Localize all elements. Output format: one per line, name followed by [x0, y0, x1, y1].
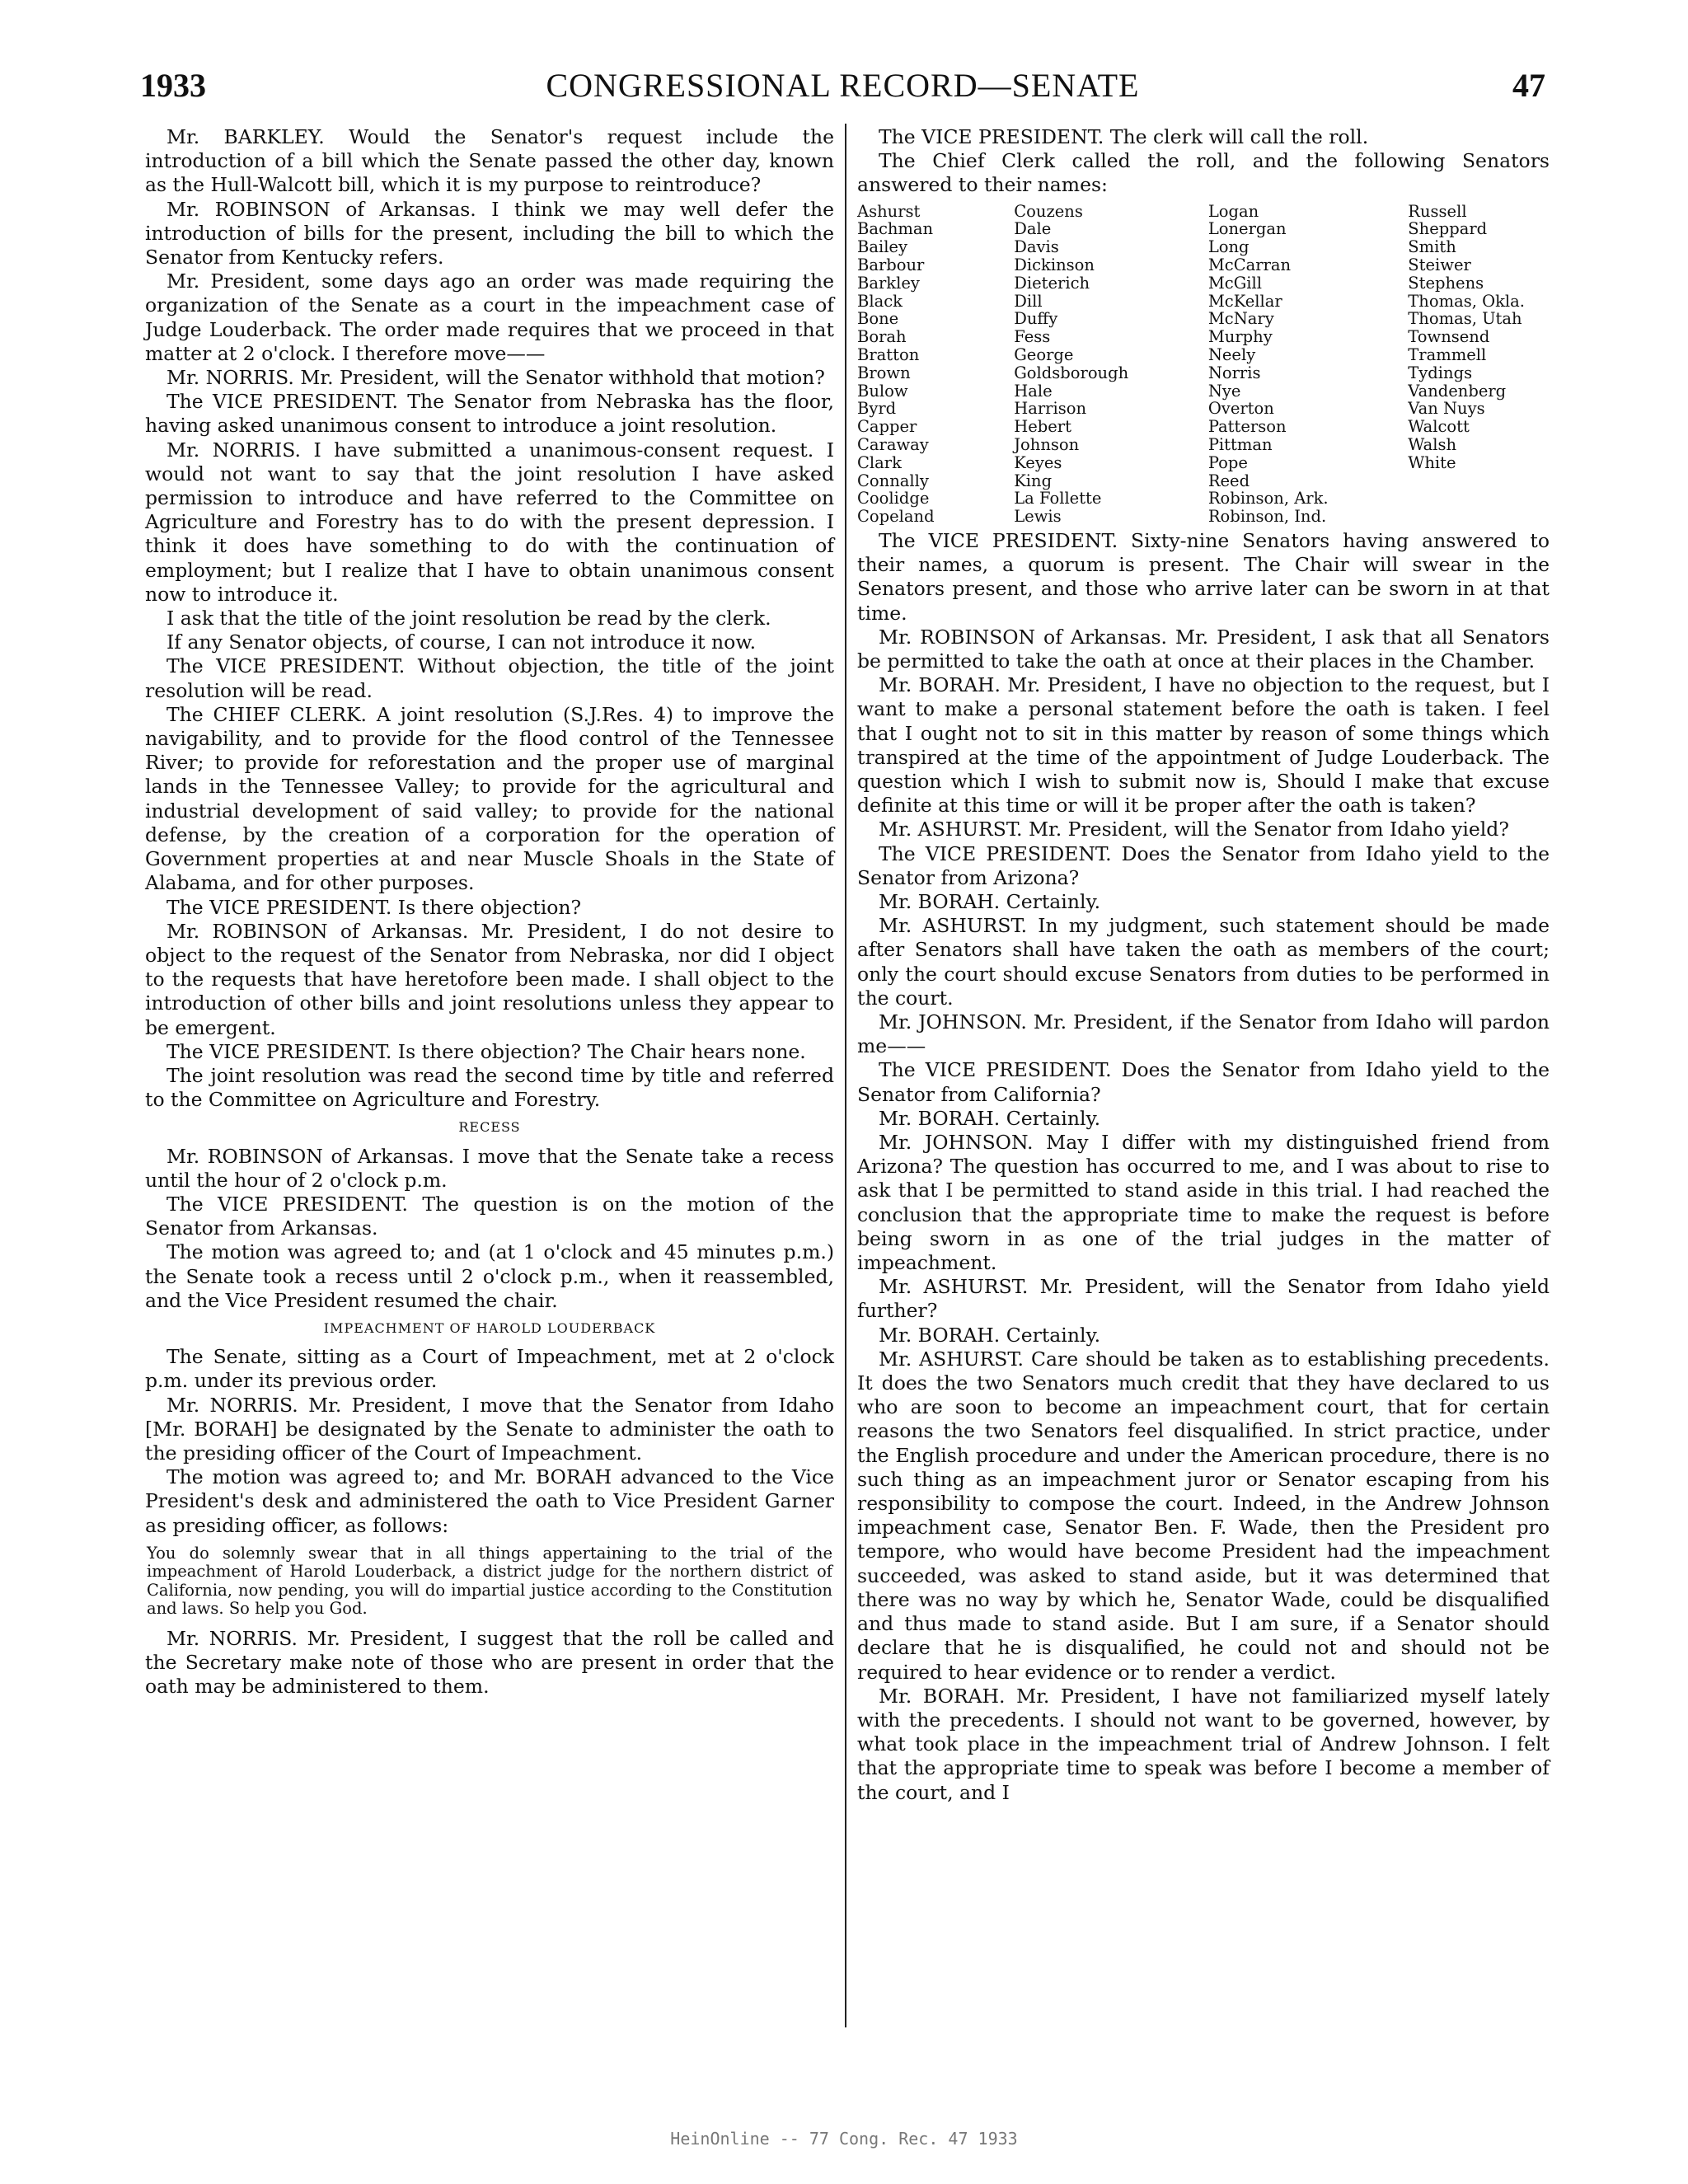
senator-name: Russell [1408, 201, 1467, 221]
paragraph: The motion was agreed to; and (at 1 o'clock and 45 minutes p.m.) the Senate took a recess until 2 o'clock p.m., when it reassembled, and the Vice President resumed the chair. [145, 1240, 834, 1312]
paragraph: The VICE PRESIDENT. The Senator from Nebraska has the floor, having asked unanimous consent to introduce a joint resolution. [145, 390, 834, 438]
paragraph: The VICE PRESIDENT. Is there objection? [166, 895, 582, 919]
paragraph: The CHIEF CLERK. A joint resolution (S.J.Res. 4) to improve the navigability, and to provide for the flood control of the Tennessee River; to provide for reforestation and the proper use of marginal lands in the Tennessee Valley; to provide for the agricultural and industrial development of said valley; to provide for the national defense, by the creation of a corporation for the operation of Government properties at and near Muscle Shoals in the State of Alabama, and for other purposes. [145, 702, 834, 895]
senator-name: Brown [857, 363, 911, 382]
paragraph: The VICE PRESIDENT. Sixty-nine Senators having answered to their names, a quorum is present. The Chair will swear in the Senators present, and those who arrive later can be sworn in at that time. [857, 528, 1550, 625]
senator-name: Steiwer [1408, 255, 1471, 274]
senator-name: Townsend [1408, 327, 1490, 347]
senator-name: Murphy [1207, 327, 1273, 347]
senator-name: Dieterich [1014, 273, 1090, 293]
senator-name: Bone [857, 309, 899, 329]
column-divider [845, 124, 846, 2027]
senator-name: Borah [857, 327, 907, 347]
senator-name: Barbour [857, 255, 925, 274]
paragraph: The VICE PRESIDENT. The clerk will call the roll. [879, 125, 1369, 148]
senator-name: Stephens [1408, 273, 1484, 293]
page-header [140, 66, 1545, 107]
senator-name: Overton [1207, 399, 1274, 419]
header-title: CONGRESSIONAL RECORD—SENATE [546, 67, 1140, 104]
senator-name: Davis [1014, 237, 1059, 257]
paragraph: Mr. NORRIS. Mr. President, I move that the Senator from Idaho [Mr. BORAH] be designated by the Senate to administer the oath to the presiding officer of the Court of Impeachment. [145, 1393, 834, 1465]
senator-name: Bailey [857, 237, 907, 257]
senator-name: McCarran [1207, 255, 1292, 274]
senator-name: Walsh [1408, 434, 1457, 454]
senator-name: Bratton [857, 344, 920, 364]
paragraph: I ask that the title of the joint resolution be read by the clerk. [166, 607, 771, 630]
paragraph: The VICE PRESIDENT. Does the Senator from Idaho yield to the Senator from Arizona? [857, 841, 1550, 889]
senator-name: Goldsborough [1014, 363, 1129, 382]
senator-name: La Follette [1014, 489, 1102, 509]
senator-name: Bulow [857, 381, 908, 401]
senator-name: Duffy [1014, 309, 1058, 329]
senator-name: Clark [857, 452, 902, 472]
senator-name: Harrison [1014, 399, 1087, 419]
left-column [145, 125, 834, 1699]
roll-call-column [1208, 203, 1329, 526]
senator-name: Fess [1014, 327, 1051, 347]
senator-name: Hale [1014, 381, 1053, 401]
senator-name: Pope [1207, 452, 1248, 472]
paragraph: The Senate, sitting as a Court of Impeachment, met at 2 o'clock p.m. under its previous order. [145, 1345, 834, 1393]
roll-call-column [857, 203, 935, 526]
footer-citation: HeinOnline -- 77 Cong. Rec. 47 1933 [670, 2129, 1018, 2149]
header-year: 1933 [140, 67, 206, 104]
senator-name: Ashurst [857, 201, 921, 221]
paragraph: Mr. ASHURST. In my judgment, such statement should be made after Senators shall have taken the oath as members of the court; only the court should excuse Senators from duties to be performed in the court. [857, 914, 1550, 1010]
paragraph: Mr. ASHURST. Mr. President, will the Senator from Idaho yield? [879, 818, 1509, 841]
senator-name: Vandenberg [1408, 381, 1507, 401]
senator-name: Black [857, 291, 903, 311]
right-column [857, 125, 1550, 1805]
senator-name: White [1408, 452, 1456, 472]
paragraph: The Chief Clerk called the roll, and the following Senators answered to their names: [857, 149, 1550, 197]
paragraph: Mr. BORAH. Mr. President, I have not familiarized myself lately with the precedents. I should not want to be governed, however, by what took place in the impeachment trial of Andrew Johnson. I felt that the appropriate time to speak was before I become a member of the court, and I [857, 1684, 1550, 1804]
paragraph: The joint resolution was read the second time by title and referred to the Committee on Agriculture and Forestry. [145, 1063, 834, 1112]
senator-name: McNary [1207, 309, 1274, 329]
senator-name: Sheppard [1408, 219, 1488, 239]
senator-name: Dickinson [1014, 255, 1095, 274]
senator-name: Nye [1207, 381, 1241, 401]
paragraph: Mr. ASHURST. Care should be taken as to establishing precedents. It does the two Senators much credit that they have declared to us who are soon to become an impeachment court, that for certain reasons the two Senators feel disqualified. In strict practice, under the English procedure and under the American procedure, there is no such thing as an impeachment juror or Senator escaping from his responsibility to compose the court. Indeed, in the Andrew Johnson impeachment case, Senator Ben. F. Wade, then the President pro tempore, who would have become President had the impeachment succeeded, was asked to stand aside, but it was determined that there was no way by which he, Senator Wade, could be disqualified and thus made to stand aside. But I am sure, if a Senator should declare that he is disqualified, he could not and should not be required to hear evidence or to render a verdict. [857, 1347, 1550, 1684]
paragraph: Mr. NORRIS. Mr. President, I suggest that the roll be called and the Secretary make note of those who are present in order that the oath may be administered to them. [145, 1626, 834, 1699]
senator-name: Lonergan [1207, 219, 1287, 239]
senator-name: Dill [1014, 291, 1043, 311]
paragraph: The VICE PRESIDENT. The question is on the motion of the Senator from Arkansas. [145, 1192, 834, 1240]
roll-call-column [1014, 203, 1128, 526]
senator-name: Barkley [857, 273, 920, 293]
paragraph: Mr. NORRIS. I have submitted a unanimous-consent request. I would not want to say that the joint resolution I have asked permission to introduce and have referred to the Committee on Agriculture and Forestry has to do with the present depression. I think it does have something to do with the continuation of employment; but I realize that I have to obtain unanimous consent now to introduce it. [145, 438, 834, 606]
senator-name: Couzens [1014, 201, 1083, 221]
senator-name: Logan [1207, 201, 1259, 221]
senator-name: Thomas, Utah [1408, 309, 1522, 329]
paragraph: Mr. President, some days ago an order was made requiring the organization of the Senate as a court in the impeachment case of Judge Louderback. The order made requires that we proceed in that matter at 2 o'clock. I therefore move—— [145, 269, 834, 365]
senator-name: Pittman [1207, 434, 1273, 454]
paragraph: The VICE PRESIDENT. Is there objection? The Chair hears none. [166, 1039, 806, 1063]
senator-name: Connally [857, 471, 929, 490]
senator-name: Byrd [857, 399, 897, 419]
senator-name: Tydings [1408, 363, 1473, 382]
senator-name: Capper [857, 417, 917, 437]
paragraph: Mr. BARKLEY. Would the Senator's request include the introduction of a bill which the Senate passed the other day, known as the Hull-Walcott bill, which it is my purpose to reintroduce? [145, 125, 834, 197]
senator-name: Keyes [1014, 452, 1062, 472]
paragraph: Mr. BORAH. Mr. President, I have no objection to the request, but I want to make a personal statement before the oath is taken. I feel that I ought not to sit in this matter by reason of some things which transpired at the time of the appointment of Judge Louderback. The question which I wish to submit now is, Should I make that excuse definite at this time or will it be proper after the oath is taken? [857, 673, 1550, 818]
senator-name: Lewis [1014, 507, 1062, 527]
senator-name: Bachman [857, 219, 934, 239]
senator-name: King [1014, 471, 1053, 490]
senator-name: Smith [1408, 237, 1456, 257]
paragraph: Mr. ROBINSON of Arkansas. Mr. President, I do not desire to object to the request of the Senator from Nebraska, nor did I object to the requests that have heretofore been made. I shall object to the introduction of other bills and joint resolutions unless they appear to be emergent. [145, 919, 834, 1039]
oath-text: You do solemnly swear that in all things appertaining to the trial of the impeachment of Harold Louderback, a district judge for the northern district of California, now pending, you will do impartial justice according to the Constitution and laws. So help you God. [147, 1543, 832, 1619]
senator-name: Walcott [1408, 417, 1470, 437]
senator-name: McKellar [1207, 291, 1282, 311]
senator-name: Van Nuys [1408, 399, 1485, 419]
paragraph: The VICE PRESIDENT. Without objection, the title of the joint resolution will be read. [145, 654, 834, 702]
senator-name: Patterson [1207, 417, 1287, 437]
senator-name: Copeland [857, 507, 935, 527]
paragraph: Mr. JOHNSON. May I differ with my distinguished friend from Arizona? The question has occurred to me, and I was about to rise to ask that I be permitted to stand aside in this trial. I had reached the conclusion that the appropriate time to make the request is before being sworn in as one of the trial judges in the matter of impeachment. [857, 1131, 1550, 1275]
paragraph: The motion was agreed to; and Mr. BORAH advanced to the Vice President's desk and administered the oath to Vice President Garner as presiding officer, as follows: [145, 1465, 834, 1537]
senator-name: Coolidge [857, 489, 930, 509]
senator-name: Thomas, Okla. [1408, 291, 1525, 311]
paragraph: If any Senator objects, of course, I can not introduce it now. [166, 630, 757, 654]
section-heading: IMPEACHMENT OF HAROLD LOUDERBACK [323, 1319, 656, 1336]
senator-name: Neely [1207, 344, 1256, 364]
paragraph: Mr. BORAH. Certainly. [879, 1323, 1101, 1347]
paragraph: Mr. JOHNSON. Mr. President, if the Senator from Idaho will pardon me—— [857, 1010, 1550, 1058]
paragraph: The VICE PRESIDENT. Does the Senator from Idaho yield to the Senator from California? [857, 1058, 1550, 1106]
senator-name: Robinson, Ark. [1207, 489, 1329, 509]
section-heading: RECESS [458, 1119, 521, 1136]
paragraph: Mr. ROBINSON of Arkansas. I think we may well defer the introduction of bills for the present, including the bill to which the Senator from Kentucky refers. [145, 197, 834, 269]
senator-name: Trammell [1408, 344, 1487, 364]
senator-name: Dale [1014, 219, 1052, 239]
senator-name: Reed [1207, 471, 1250, 490]
senator-name: McGill [1207, 273, 1262, 293]
paragraph: Mr. ROBINSON of Arkansas. Mr. President, I ask that all Senators be permitted to take the oath at once at their places in the Chamber. [857, 625, 1550, 673]
senator-name: Johnson [1014, 434, 1080, 454]
paragraph: Mr. ROBINSON of Arkansas. I move that the Senate take a recess until the hour of 2 o'clock p.m. [145, 1144, 834, 1192]
paragraph: Mr. ASHURST. Mr. President, will the Senator from Idaho yield further? [857, 1275, 1550, 1323]
senator-name: George [1014, 344, 1074, 364]
senator-name: Long [1207, 237, 1250, 257]
roll-call-list [857, 203, 1550, 526]
paragraph: Mr. BORAH. Certainly. [879, 890, 1101, 913]
senator-name: Hebert [1014, 417, 1071, 437]
header-page-number: 47 [1512, 67, 1545, 104]
paragraph: Mr. NORRIS. Mr. President, will the Senator withhold that motion? [166, 366, 825, 390]
roll-call-column [1408, 203, 1525, 526]
paragraph: Mr. BORAH. Certainly. [879, 1106, 1101, 1130]
senator-name: Norris [1207, 363, 1261, 382]
senator-name: Robinson, Ind. [1207, 507, 1327, 527]
senator-name: Caraway [857, 434, 929, 454]
